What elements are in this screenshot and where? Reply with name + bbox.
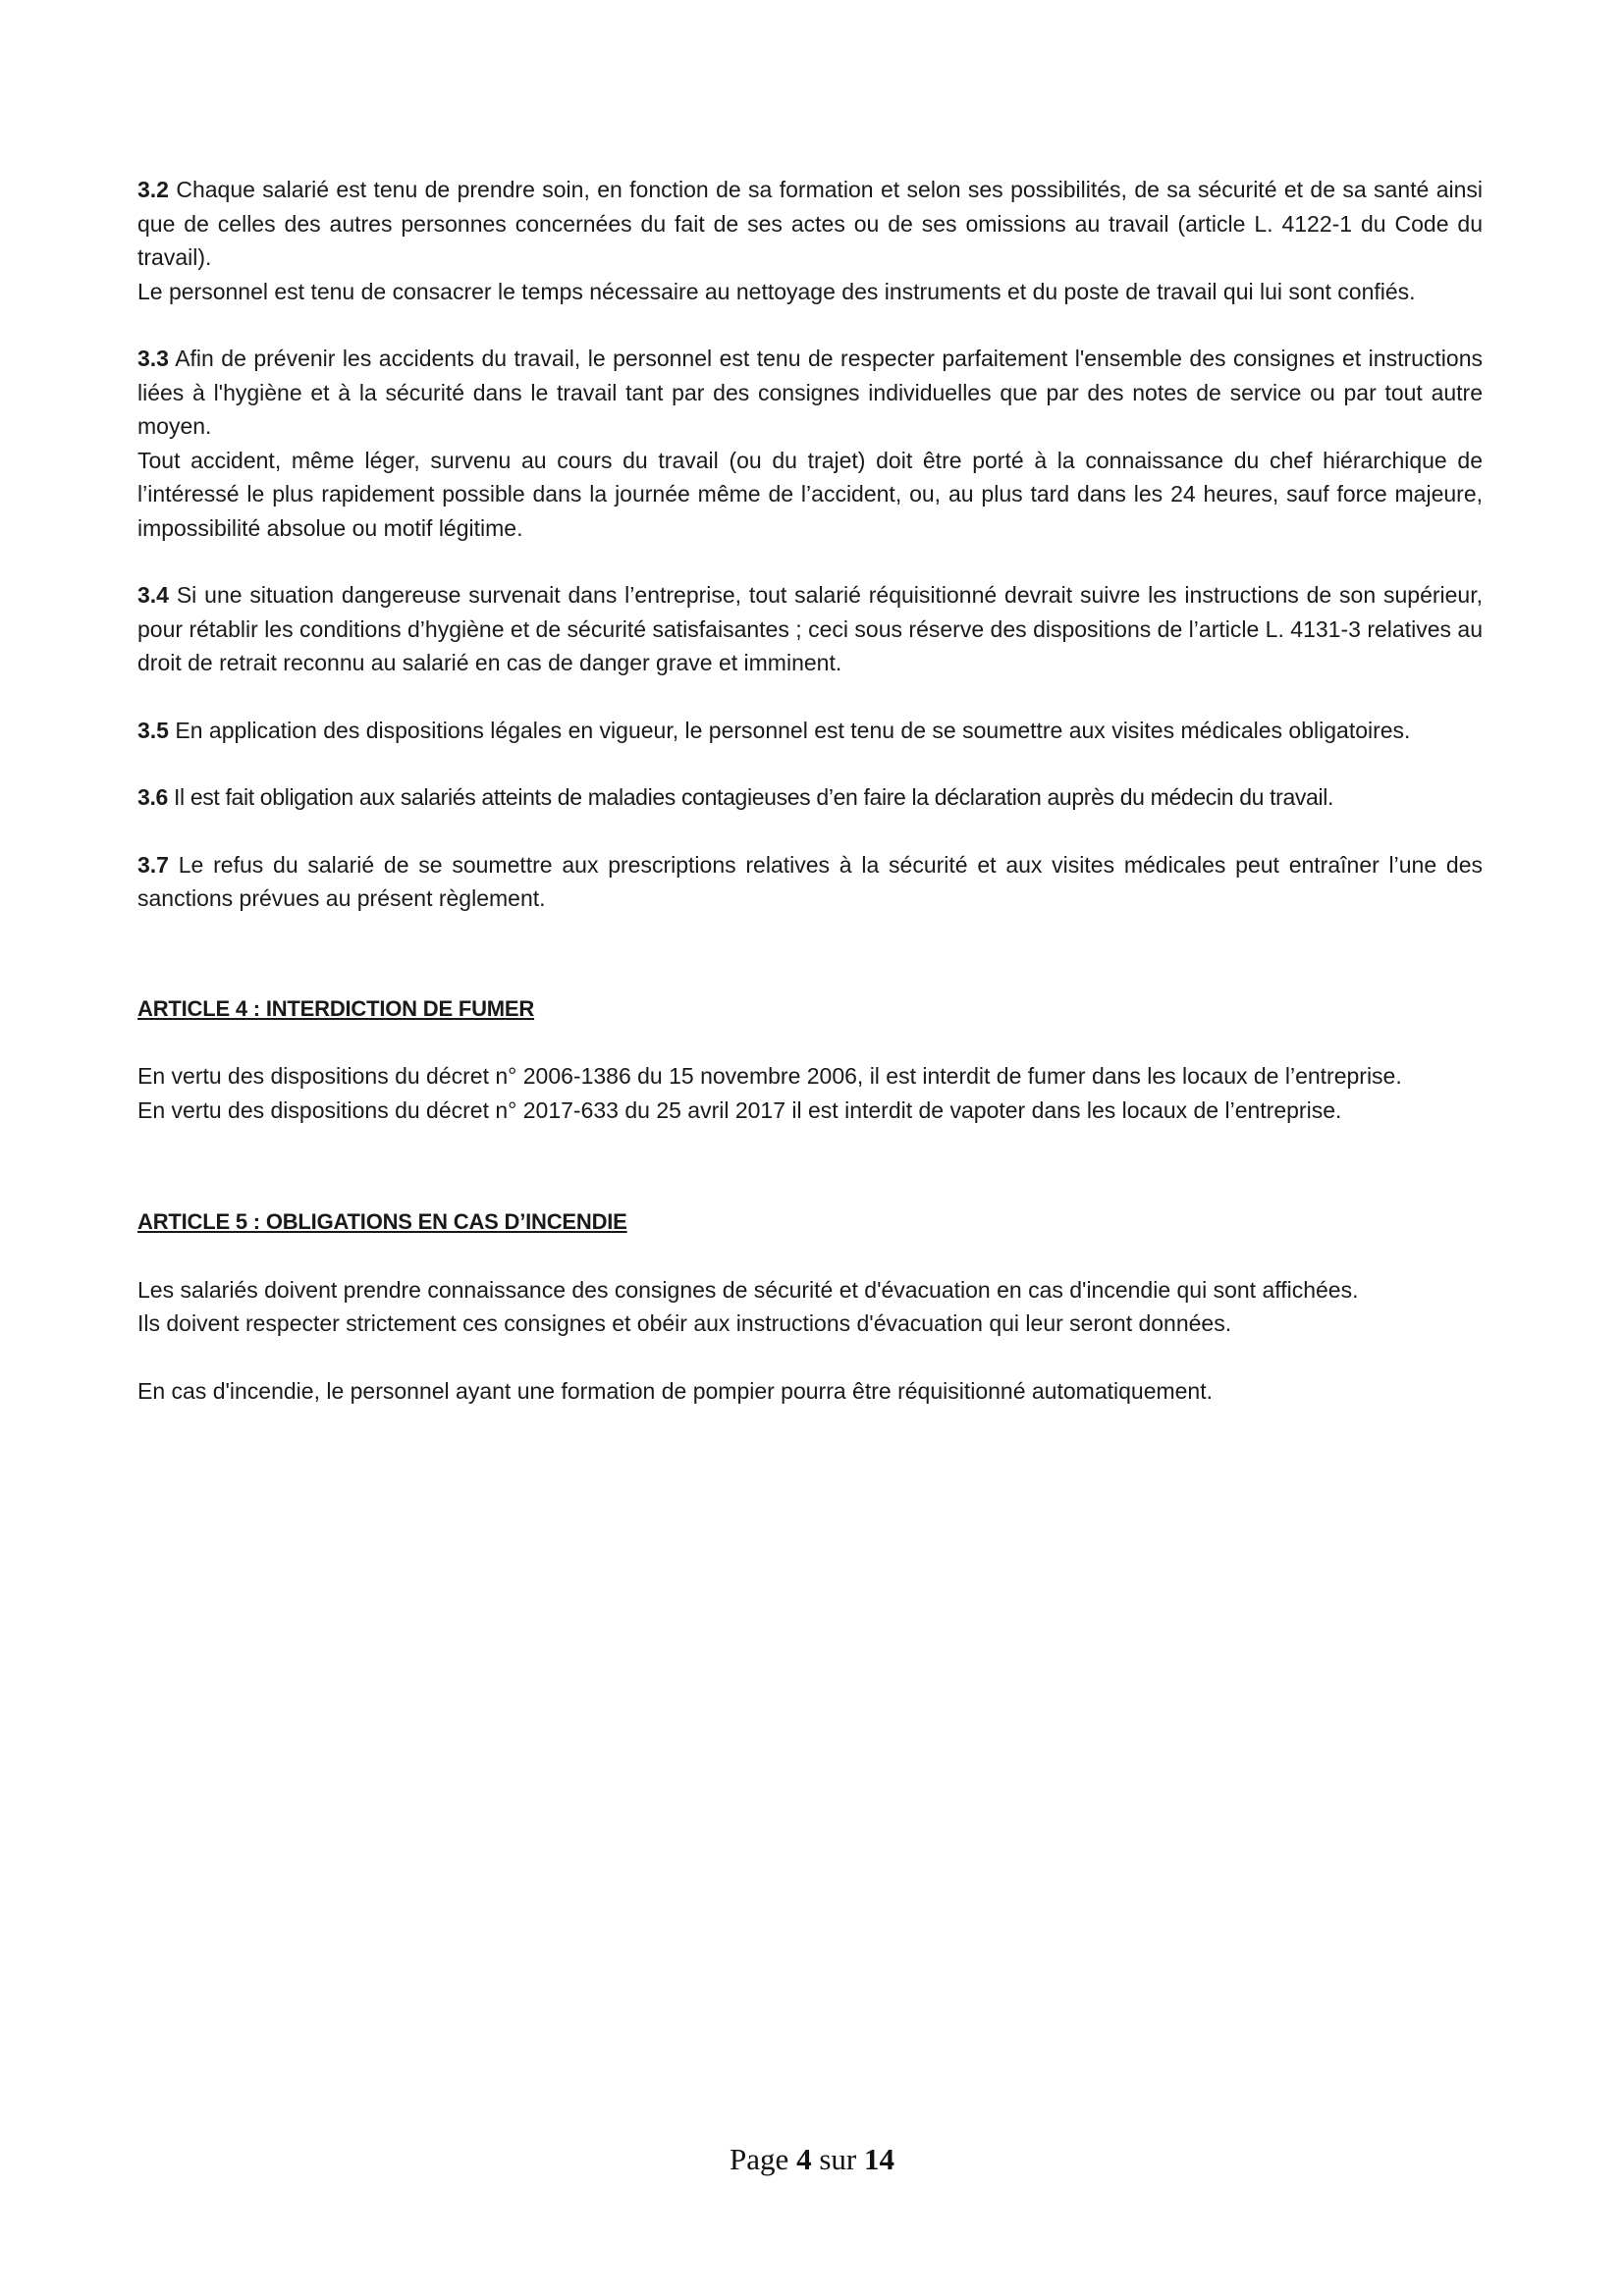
section-3-3 bbox=[137, 342, 1483, 444]
section-3-2-continuation: Le personnel est tenu de consacrer le temps nécessaire au nettoyage des instruments et du poste de travail qui lui sont confiés. bbox=[137, 278, 1416, 304]
section-3-7 bbox=[137, 848, 1483, 916]
section-text: En application des dispositions légales en vigueur, le personnel est tenu de se soumettre aux visites médicales obligatoires. bbox=[168, 717, 1411, 743]
sur-label: sur bbox=[819, 2142, 857, 2176]
page-total-number: 14 bbox=[863, 2142, 894, 2176]
document-body bbox=[137, 173, 1483, 1408]
page-footer bbox=[0, 2142, 1624, 2177]
section-3-3-continuation: Tout accident, même léger, survenu au cours du travail (ou du trajet) doit être porté à la connaissance du chef hiérarchique de l’intéressé le plus rapidement possible dans la journée même de l’accident, ou, au plus tard dans les 24 heures, sauf force majeure, impossibilité absolue ou motif légitime. bbox=[137, 447, 1483, 541]
section-text: Chaque salarié est tenu de prendre soin, en fonction de sa formation et selon ses possibilités, de sa sécurité et de sa santé ainsi que de celles des autres personnes concernées du fait de ses actes ou de ses omissions au travail (article L. 4122-1 du Code du travail). bbox=[137, 177, 1483, 270]
article-5-paragraph-1: Les salariés doivent prendre connaissance des consignes de sécurité et d'évacuation en cas d'incendie qui sont affichées. bbox=[137, 1276, 1359, 1303]
section-number: 3.4 bbox=[137, 582, 169, 608]
article-4-heading: ARTICLE 4 : INTERDICTION DE FUMER bbox=[137, 995, 535, 1021]
section-3-5 bbox=[137, 714, 1483, 748]
article-4-paragraph-1: En vertu des dispositions du décret n° 2006-1386 du 15 novembre 2006, il est interdit de fumer dans les locaux de l’entreprise. bbox=[137, 1063, 1402, 1089]
page-current-number: 4 bbox=[796, 2142, 812, 2176]
section-number: 3.2 bbox=[137, 177, 169, 202]
article-5-paragraph-3: En cas d'incendie, le personnel ayant une formation de pompier pourra être réquisitionné automatiquement. bbox=[137, 1377, 1214, 1404]
section-text: Afin de prévenir les accidents du travail, le personnel est tenu de respecter parfaitement l'ensemble des consignes et instructions liées à l'hygiène et à la sécurité dans le travail tant par des consignes individuelles que par des notes de service ou par tout autre moyen. bbox=[137, 346, 1483, 439]
section-number: 3.5 bbox=[137, 717, 169, 743]
article-5-heading: ARTICLE 5 : OBLIGATIONS EN CAS D’INCENDIE bbox=[137, 1209, 627, 1234]
section-3-2 bbox=[137, 173, 1483, 275]
section-3-6 bbox=[137, 780, 1483, 815]
article-5-paragraph-2: Ils doivent respecter strictement ces consignes et obéir aux instructions d'évacuation qui leur seront données. bbox=[137, 1310, 1232, 1336]
section-3-4 bbox=[137, 578, 1483, 680]
article-4-paragraph-2: En vertu des dispositions du décret n° 2017-633 du 25 avril 2017 il est interdit de vapoter dans les locaux de l’entreprise. bbox=[137, 1096, 1342, 1123]
section-number: 3.6 bbox=[137, 784, 168, 810]
section-text: Le refus du salarié de se soumettre aux prescriptions relatives à la sécurité et aux visites médicales peut entraîner l’une des sanctions prévues au présent règlement. bbox=[137, 851, 1483, 911]
section-number: 3.3 bbox=[137, 346, 169, 371]
section-number: 3.7 bbox=[137, 851, 169, 878]
section-text: Il est fait obligation aux salariés atteints de maladies contagieuses d’en faire la déclaration auprès du médecin du travail. bbox=[167, 784, 1334, 810]
section-text: Si une situation dangereuse survenait dans l’entreprise, tout salarié réquisitionné devrait suivre les instructions de son supérieur, pour rétablir les conditions d’hygiène et de sécurité satisfaisantes ; ceci sous réserve des dispositions de l’article L. 4131-3 relatives au droit de retrait reconnu au salarié en cas de danger grave et imminent. bbox=[137, 582, 1483, 675]
page-label: Page bbox=[730, 2142, 789, 2176]
